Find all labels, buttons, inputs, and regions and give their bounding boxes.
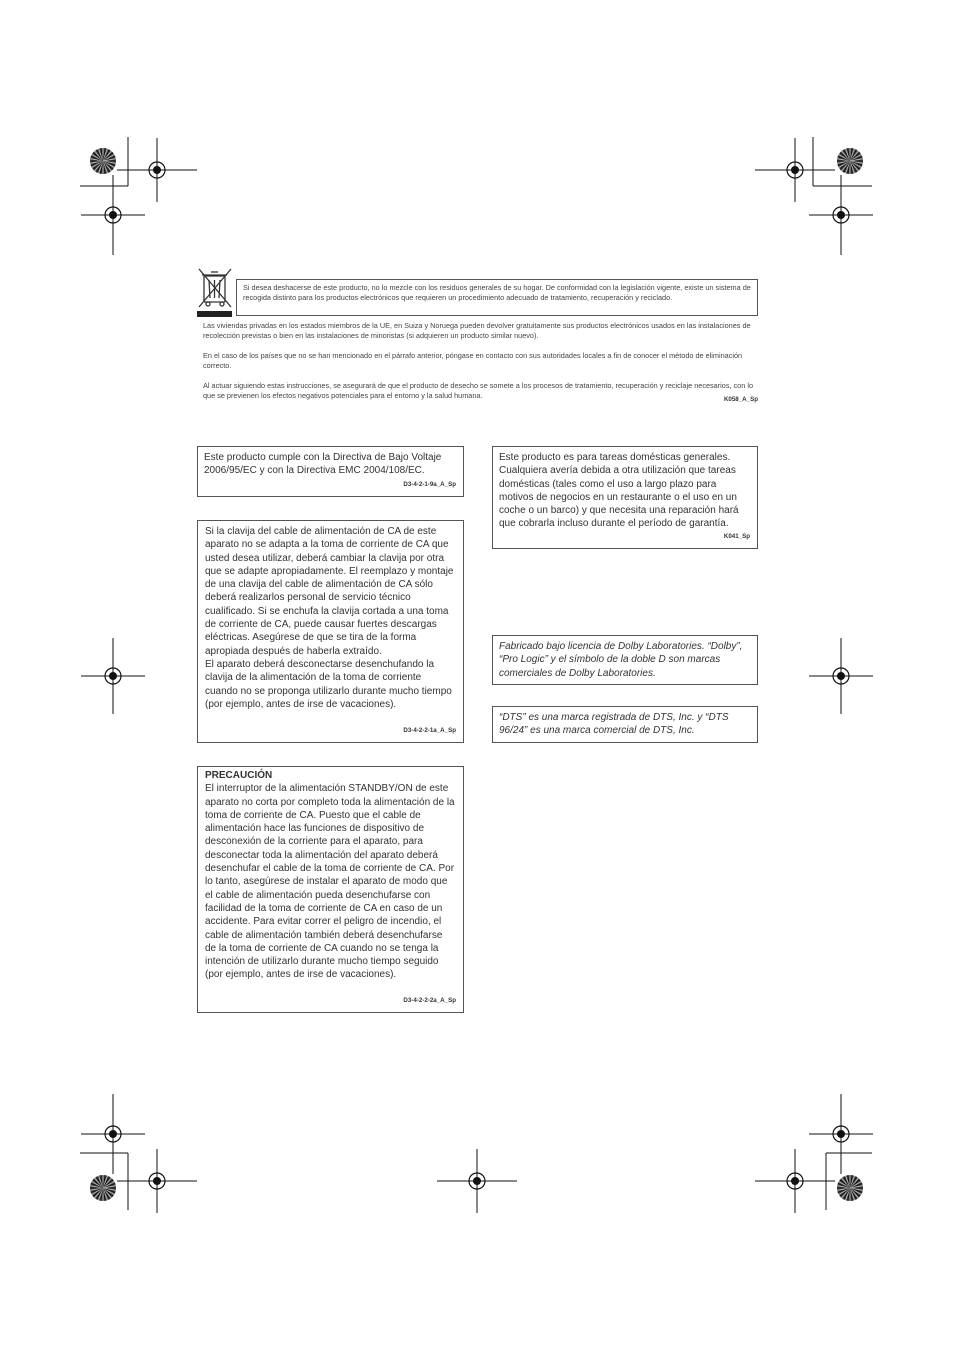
registration-crosshair-icon bbox=[81, 638, 145, 714]
registration-crosshair-icon bbox=[117, 138, 197, 202]
domestic-use-code: K041_Sp bbox=[723, 532, 750, 540]
registration-crosshair-icon bbox=[755, 138, 835, 202]
directive-text: Este producto cumple con la Directiva de Bajo Voltaje 2006/95/EC y con la Directiva EMC 2004/108/EC. bbox=[204, 452, 442, 477]
color-starburst-icon bbox=[90, 1175, 116, 1201]
weee-notice-box bbox=[236, 279, 758, 316]
weee-bin-icon-area bbox=[196, 266, 234, 318]
color-starburst-icon bbox=[837, 1175, 863, 1201]
weee-paragraph-2: En el caso de los países que no se han mencionado en el párrafo anterior, póngase en contacto con sus autoridades locales a fin de conocer el método de eliminación correcto. bbox=[203, 351, 743, 370]
registration-crosshair-icon bbox=[81, 1094, 145, 1174]
weee-code: K058_A_Sp bbox=[723, 396, 758, 403]
registration-crosshair-icon bbox=[437, 1149, 517, 1213]
dts-trademark-box bbox=[492, 706, 758, 743]
registration-crosshair-icon bbox=[755, 1149, 835, 1213]
weee-paragraph-1: Las viviendas privadas en los estados miembros de la UE, en Suiza y Noruega pueden devolver gratuitamente sus productos electrónicos usados en las instalaciones de recolección previstas o bien en las instalaciones de minoristas (si adquieren un producto similar nuevo). bbox=[203, 321, 751, 340]
plug-text-1: Si la clavija del cable de alimentación de CA de este aparato no se adapta a la toma de corriente de CA que usted desea utilizar, deberá cambiar la clavija por otra que se adapte apropiadamente. El reemplazo y montaje de una clavija del cable de alimentación de CA sólo deberá realizarlos personal de servicio técnico cualificado. Si se enchufa la clavija cortada a una toma de corriente de CA, puede causar fuertes descargas eléctricas. Asegúrese de que se tira de la forma apropiada después de haberla extraído. bbox=[205, 526, 454, 657]
color-starburst-icon bbox=[90, 148, 116, 174]
dts-trademark-text: “DTS” es una marca registrada de DTS, Inc. y “DTS 96/24” es una marca comercial de DTS, Inc. bbox=[499, 712, 729, 737]
weee-notice-text: Si desea deshacerse de este producto, no lo mezcle con los residuos generales de su hogar. De conformidad con la legislación vigente, existe un sistema de recogida distinto para los productos electrónicos que requieren un procedimiento adecuado de tratamiento, recuperación y reciclado. bbox=[243, 283, 751, 302]
registration-crosshair-icon bbox=[117, 1149, 197, 1213]
directive-box bbox=[197, 446, 464, 497]
domestic-use-text: Este producto es para tareas domésticas generales. Cualquiera avería debida a otra utilización que tareas domésticas (tales como el uso a largo plazo para motivos de negocios en un restaurante o el uso en un coche o un barco) y que necesita una reparación hará que cobrarla incluso durante el período de garantía. bbox=[499, 452, 739, 530]
plug-code: D3-4-2-2-1a_A_Sp bbox=[403, 726, 456, 734]
directive-code: D3-4-2-1-9a_A_Sp bbox=[403, 480, 456, 488]
domestic-use-box bbox=[492, 446, 758, 549]
crossed-out-bin-icon bbox=[196, 266, 234, 318]
caution-text: El interruptor de la alimentación STANDBY/ON de este aparato no corta por completo toda la alimentación de la toma de corriente de CA. Puesto que el cable de alimentación hace las funciones de dispositivo de desconexión de la corriente para el aparato, para desconectar toda la alimentación del aparato deberá desenchufar el cable de la toma de corriente de CA. Por lo tanto, asegúrese de instalar el aparato de modo que el cable de alimentación pueda desenchufarse con facilidad de la toma de corriente de CA en caso de un accidente. Para evitar correr el peligro de incendio, el cable de alimentación también deberá desenchufarse de la toma de corriente de CA cuando no se tenga la intención de utilizarlo durante mucho tiempo seguido (por ejemplo, antes de irse de vacaciones). bbox=[205, 783, 455, 981]
registration-crosshair-icon bbox=[809, 638, 873, 714]
color-starburst-icon bbox=[837, 148, 863, 174]
registration-crosshair-icon bbox=[809, 175, 873, 255]
weee-paragraph-3 bbox=[203, 381, 758, 401]
registration-crosshair-icon bbox=[81, 175, 145, 255]
caution-heading: PRECAUCIÓN bbox=[205, 770, 273, 781]
dolby-trademark-box bbox=[492, 635, 758, 685]
weee-paragraph-3-text: Al actuar siguiendo estas instrucciones, se asegurará de que el producto de desecho se somete a los procesos de tratamiento, recuperación y reciclaje necesarios, con lo que se previenen los efectos negativos potenciales para el entorno y la salud humana. bbox=[203, 381, 754, 400]
caution-code: D3-4-2-2-2a_A_Sp bbox=[403, 996, 456, 1004]
plug-box bbox=[197, 520, 464, 743]
registration-crosshair-icon bbox=[809, 1094, 873, 1174]
caution-box bbox=[197, 766, 464, 1013]
plug-text-2: El aparato deberá desconectarse desenchufando la clavija de la alimentación de la toma de corriente cuando no se proponga utilizarlo durante mucho tiempo (por ejemplo, antes de irse de vacaciones). bbox=[205, 658, 452, 710]
dolby-trademark-text: Fabricado bajo licencia de Dolby Laboratories. “Dolby”, “Pro Logic” y el símbolo de la doble D son marcas comerciales de Dolby Laboratories. bbox=[499, 641, 743, 679]
